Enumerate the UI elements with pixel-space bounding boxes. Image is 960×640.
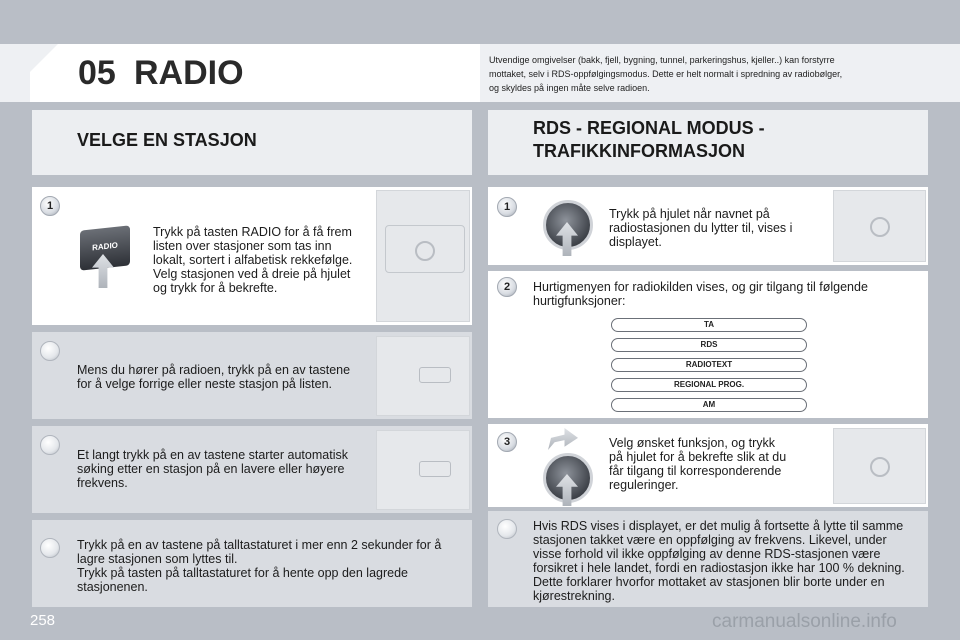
step-number-badge: 1	[497, 197, 517, 217]
right-step1-text: Trykk på hjulet når navnet på radiostasjonen du lytter til, vises i displayet.	[609, 207, 793, 249]
left-tip1-text: Mens du hører på radioen, trykk på en av tastene for å velge forrige eller neste stasjon på listen.	[77, 363, 351, 391]
chapter-number: 05	[78, 54, 116, 92]
step-number-badge: 2	[497, 277, 517, 297]
chapter-title: RADIO	[134, 54, 244, 92]
radio-panel-image	[376, 190, 470, 322]
tip-icon	[497, 519, 517, 539]
page-number: 258	[30, 612, 56, 629]
tip-icon	[40, 538, 60, 558]
left-tip2-text: Et langt trykk på en av tastene starter automatisk søking etter en stasjon på en lavere eller høyere frekvens.	[77, 448, 348, 490]
left-section-title: VELGE EN STASJON	[77, 130, 257, 150]
tip-icon	[40, 435, 60, 455]
radio-button-label: RADIO	[92, 240, 118, 253]
left-step1-text: Trykk på tasten RADIO for å få frem listen over stasjoner som tas inn lokalt, sortert i alfabetisk rekkefølge. Velg stasjonen ved å dreie på hjulet og trykk for å bekrefte.	[153, 225, 353, 295]
menu-item-rds: RDS	[611, 338, 807, 352]
step-number-badge: 1	[40, 196, 60, 216]
left-tip3-text: Trykk på en av tastene på talltastaturet i mer enn 2 sekunder for å lagre stasjonen som lyttes til. Trykk på tasten på talltastaturet for å hente opp den lagrede stasjonenen.	[77, 538, 442, 594]
watermark: carmanualsonline.info	[712, 611, 897, 632]
menu-item-am: AM	[611, 398, 807, 412]
radio-panel-image	[833, 428, 926, 504]
radio-keys-image	[376, 430, 470, 510]
right-step2-text: Hurtigmenyen for radiokilden vises, og gir tilgang til følgende hurtigfunksjoner:	[533, 280, 868, 308]
right-tip-text: Hvis RDS vises i displayet, er det mulig å fortsette å lytte til samme stasjonen takket være en oppfølging av frekvens. Likevel, under visse forhold vil ikke oppfølging av denne RDS-stasjonen være forsikret i hele landet, fordi en radiostasjon ikke har 100 % dekning. Dette forklarer hvorfor mottaket av stasjonen blir borte under en kjørestrekning.	[533, 519, 905, 603]
radio-keys-image	[376, 336, 470, 416]
menu-item-ta: TA	[611, 318, 807, 332]
right-section-title: RDS - REGIONAL MODUS - TRAFIKKINFORMASJON	[533, 118, 765, 161]
radio-panel-image	[833, 190, 926, 262]
menu-item-regional-prog: REGIONAL PROG.	[611, 378, 807, 392]
right-step3-text: Velg ønsket funksjon, og trykk på hjulet for å bekrefte slik at du får tilgang til korresponderende reguleringer.	[609, 436, 787, 492]
tip-icon	[40, 341, 60, 361]
header-note: Utvendige omgivelser (bakk, fjell, bygning, tunnel, parkeringshus, kjeller..) kan forstyrre mottaket, selv i RDS-oppfølgingsmodus. Dette er helt normalt i spredning av radiobølger, og skyldes på ingen måte selve radioen.	[489, 55, 843, 93]
step-number-badge: 3	[497, 432, 517, 452]
menu-item-radiotext: RADIOTEXT	[611, 358, 807, 372]
